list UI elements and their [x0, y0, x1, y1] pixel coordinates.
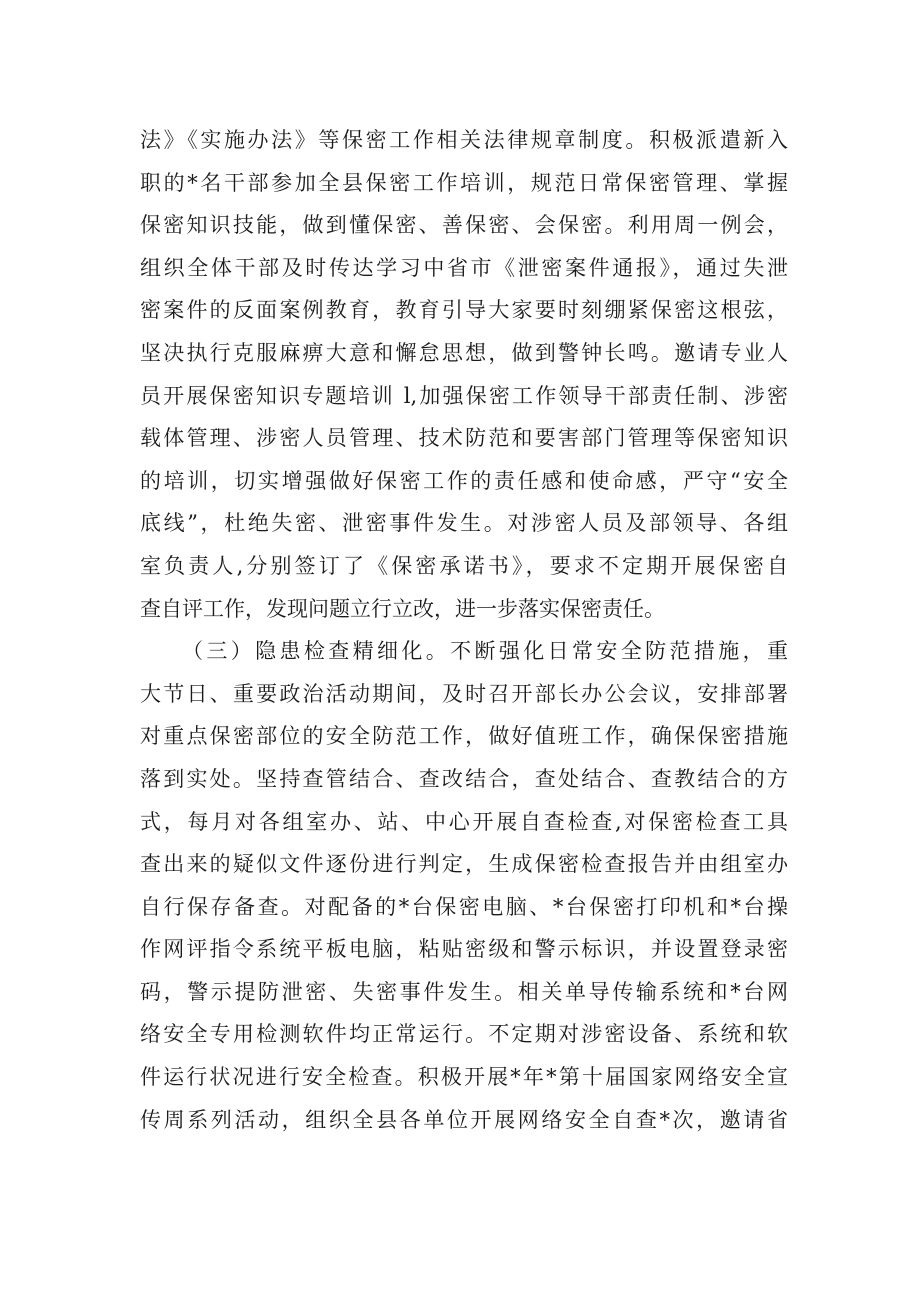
text-line: 员开展保密知识专题培训 l,加强保密工作领导干部责任制、涉密: [140, 383, 788, 408]
text-line: 底线”，杜绝失密、泄密事件发生。对涉密人员及部领导、各组: [140, 511, 788, 536]
text-line: 落到实处。坚持查管结合、查改结合，查处结合、查教结合的方: [140, 766, 788, 791]
document-body: [140, 119, 788, 1141]
text-line: 码，警示提防泄密、失密事件发生。相关单导传输系统和*台网: [140, 979, 788, 1004]
text-line: 法》《实施办法》等保密工作相关法律规章制度。积极派遣新入: [140, 128, 788, 152]
text-line: 件运行状况进行安全检查。积极开展*年*第十届国家网络安全宣: [140, 1065, 788, 1090]
text-line: 查出来的疑似文件逐份进行判定，生成保密检查报告并由组室办: [140, 852, 788, 877]
text-line: 组织全体干部及时传达学习中省市《泄密案件通报》，通过失泄: [140, 255, 788, 280]
text-line: 坚决执行克服麻痹大意和懈怠思想，做到警钟长鸣。邀请专业人: [140, 340, 788, 365]
text-line: 的培训，切实增强做好保密工作的责任感和使命感，严守“安全: [140, 468, 788, 493]
text-line: 自行保存备查。对配备的*台保密电脑、*台保密打印机和*台操: [140, 894, 788, 919]
text-line: 络安全专用检测软件均正常运行。不定期对涉密设备、系统和软: [140, 1022, 788, 1047]
text-line: 职的*名干部参加全县保密工作培训，规范日常保密管理、掌握: [140, 170, 788, 195]
text-line: 大节日、重要政治活动期间，及时召开部长办公会议，安排部署: [140, 681, 788, 706]
text-line: 室负责人,分别签订了《保密承诺书》，要求不定期开展保密自: [140, 553, 788, 578]
text-line: 查自评工作，发现问题立行立改，进一步落实保密责任。: [140, 596, 665, 621]
text-line: 密案件的反面案例教育，教育引导大家要时刻绷紧保密这根弦，: [140, 298, 788, 323]
paragraph-confidentiality-training: [140, 119, 788, 630]
text-line: 保密知识技能，做到懂保密、善保密、会保密。利用周一例会，: [140, 213, 788, 238]
text-line: 作网评指令系统平板电脑，粘贴密级和警示标识，并设置登录密: [140, 937, 788, 962]
section-heading-line: （三）隐患检查精细化。不断强化日常安全防范措施，重: [182, 639, 788, 664]
text-line: 传周系列活动，组织全县各单位开展网络安全自查*次，邀请省: [140, 1107, 788, 1132]
text-line: 式，每月对各组室办、站、中心开展自查检查,对保密检查工具: [140, 809, 788, 834]
text-line: 载体管理、涉密人员管理、技术防范和要害部门管理等保密知识: [140, 426, 788, 451]
text-line: 对重点保密部位的安全防范工作，做好值班工作，确保保密措施: [140, 724, 788, 749]
paragraph-hazard-inspection: [140, 630, 788, 1141]
